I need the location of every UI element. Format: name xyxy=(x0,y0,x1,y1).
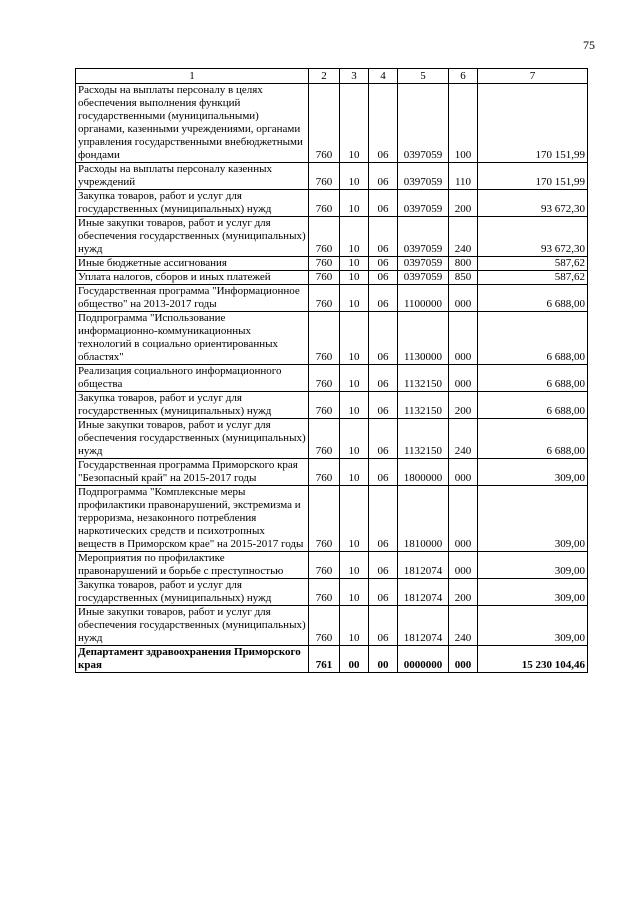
row-section: 10 xyxy=(340,365,369,392)
row-name: Государственная программа "Информационное общество" на 2013-2017 годы xyxy=(76,285,309,312)
row-name: Закупка товаров, работ и услуг для государственных (муниципальных) нужд xyxy=(76,190,309,217)
row-subsection: 06 xyxy=(369,486,398,552)
row-expense-type: 200 xyxy=(449,579,478,606)
column-header-4: 4 xyxy=(369,69,398,84)
row-expense-type: 200 xyxy=(449,392,478,419)
table-row xyxy=(76,271,588,285)
row-admin-code: 760 xyxy=(309,365,340,392)
row-name: Департамент здравоохранения Приморского края xyxy=(76,646,309,673)
row-name: Иные бюджетные ассигнования xyxy=(76,257,309,271)
row-expense-type: 000 xyxy=(449,552,478,579)
row-name: Мероприятия по профилактике правонарушений и борьбе с преступностью xyxy=(76,552,309,579)
row-expense-type: 240 xyxy=(449,606,478,646)
table-row xyxy=(76,163,588,190)
row-target-article: 1130000 xyxy=(398,312,449,365)
row-expense-type: 110 xyxy=(449,163,478,190)
row-admin-code: 761 xyxy=(309,646,340,673)
row-section: 10 xyxy=(340,486,369,552)
table-row xyxy=(76,190,588,217)
row-subsection: 00 xyxy=(369,646,398,673)
column-header-7: 7 xyxy=(478,69,588,84)
row-admin-code: 760 xyxy=(309,486,340,552)
row-target-article: 0397059 xyxy=(398,84,449,163)
row-name: Иные закупки товаров, работ и услуг для обеспечения государственных (муниципальных) нужд xyxy=(76,217,309,257)
row-amount: 6 688,00 xyxy=(478,312,588,365)
row-expense-type: 100 xyxy=(449,84,478,163)
row-admin-code: 760 xyxy=(309,257,340,271)
row-name: Уплата налогов, сборов и иных платежей xyxy=(76,271,309,285)
row-target-article: 1800000 xyxy=(398,459,449,486)
row-subsection: 06 xyxy=(369,271,398,285)
header-row xyxy=(76,69,588,84)
row-subsection: 06 xyxy=(369,579,398,606)
row-section: 10 xyxy=(340,459,369,486)
row-target-article: 0397059 xyxy=(398,163,449,190)
row-section: 10 xyxy=(340,163,369,190)
table-row xyxy=(76,606,588,646)
row-subsection: 06 xyxy=(369,285,398,312)
row-target-article: 1100000 xyxy=(398,285,449,312)
row-name: Расходы на выплаты персоналу казенных учреждений xyxy=(76,163,309,190)
row-admin-code: 760 xyxy=(309,392,340,419)
row-amount: 93 672,30 xyxy=(478,217,588,257)
row-amount: 15 230 104,46 xyxy=(478,646,588,673)
row-amount: 93 672,30 xyxy=(478,190,588,217)
row-section: 10 xyxy=(340,606,369,646)
column-header-5: 5 xyxy=(398,69,449,84)
row-section: 10 xyxy=(340,257,369,271)
row-amount: 309,00 xyxy=(478,579,588,606)
row-subsection: 06 xyxy=(369,84,398,163)
row-subsection: 06 xyxy=(369,419,398,459)
row-amount: 587,62 xyxy=(478,257,588,271)
row-expense-type: 850 xyxy=(449,271,478,285)
row-admin-code: 760 xyxy=(309,419,340,459)
row-admin-code: 760 xyxy=(309,84,340,163)
row-target-article: 1132150 xyxy=(398,419,449,459)
budget-table xyxy=(75,68,588,673)
row-admin-code: 760 xyxy=(309,285,340,312)
row-target-article: 0397059 xyxy=(398,271,449,285)
row-amount: 6 688,00 xyxy=(478,365,588,392)
row-expense-type: 800 xyxy=(449,257,478,271)
row-name: Закупка товаров, работ и услуг для государственных (муниципальных) нужд xyxy=(76,579,309,606)
row-target-article: 1812074 xyxy=(398,579,449,606)
row-expense-type: 000 xyxy=(449,285,478,312)
row-admin-code: 760 xyxy=(309,312,340,365)
page-number: 75 xyxy=(583,38,595,52)
row-subsection: 06 xyxy=(369,552,398,579)
column-header-1: 1 xyxy=(76,69,309,84)
column-header-6: 6 xyxy=(449,69,478,84)
table-row xyxy=(76,579,588,606)
table-row xyxy=(76,646,588,673)
row-name: Государственная программа Приморского края "Безопасный край" на 2015-2017 годы xyxy=(76,459,309,486)
row-amount: 309,00 xyxy=(478,486,588,552)
table-row xyxy=(76,419,588,459)
row-section: 10 xyxy=(340,579,369,606)
row-subsection: 06 xyxy=(369,163,398,190)
row-expense-type: 000 xyxy=(449,365,478,392)
row-admin-code: 760 xyxy=(309,459,340,486)
row-target-article: 0397059 xyxy=(398,257,449,271)
row-name: Расходы на выплаты персоналу в целях обеспечения выполнения функций государственными (муниципальными) органами, казенными учреждениями, органами управления государственными внебюджетными фондами xyxy=(76,84,309,163)
row-section: 10 xyxy=(340,285,369,312)
column-header-2: 2 xyxy=(309,69,340,84)
row-target-article: 1132150 xyxy=(398,392,449,419)
row-name: Реализация социального информационного общества xyxy=(76,365,309,392)
row-subsection: 06 xyxy=(369,365,398,392)
row-admin-code: 760 xyxy=(309,163,340,190)
row-target-article: 1132150 xyxy=(398,365,449,392)
table-row xyxy=(76,312,588,365)
row-section: 10 xyxy=(340,552,369,579)
table-row xyxy=(76,392,588,419)
row-admin-code: 760 xyxy=(309,579,340,606)
row-section: 10 xyxy=(340,84,369,163)
row-subsection: 06 xyxy=(369,606,398,646)
table-body xyxy=(76,84,588,673)
row-amount: 6 688,00 xyxy=(478,285,588,312)
table-row xyxy=(76,217,588,257)
row-subsection: 06 xyxy=(369,257,398,271)
row-name: Иные закупки товаров, работ и услуг для обеспечения государственных (муниципальных) нужд xyxy=(76,419,309,459)
row-expense-type: 240 xyxy=(449,419,478,459)
row-subsection: 06 xyxy=(369,217,398,257)
row-section: 00 xyxy=(340,646,369,673)
row-amount: 309,00 xyxy=(478,459,588,486)
table-row xyxy=(76,257,588,271)
table-row xyxy=(76,552,588,579)
row-subsection: 06 xyxy=(369,392,398,419)
row-amount: 309,00 xyxy=(478,606,588,646)
row-expense-type: 000 xyxy=(449,459,478,486)
row-target-article: 0000000 xyxy=(398,646,449,673)
row-expense-type: 200 xyxy=(449,190,478,217)
row-section: 10 xyxy=(340,392,369,419)
row-name: Подпрограмма "Комплексные меры профилактики правонарушений, экстремизма и терроризма, незаконного потребления наркотических средств и психотропных веществ в Приморском крае" на 2015-2017 годы xyxy=(76,486,309,552)
row-name: Подпрограмма "Использование информационно-коммуникационных технологий в социально ориентированных областях" xyxy=(76,312,309,365)
row-section: 10 xyxy=(340,312,369,365)
column-header-3: 3 xyxy=(340,69,369,84)
row-expense-type: 000 xyxy=(449,312,478,365)
row-expense-type: 000 xyxy=(449,486,478,552)
row-admin-code: 760 xyxy=(309,271,340,285)
row-amount: 587,62 xyxy=(478,271,588,285)
row-subsection: 06 xyxy=(369,190,398,217)
row-admin-code: 760 xyxy=(309,606,340,646)
table-row xyxy=(76,365,588,392)
row-amount: 170 151,99 xyxy=(478,84,588,163)
row-name: Иные закупки товаров, работ и услуг для обеспечения государственных (муниципальных) нужд xyxy=(76,606,309,646)
row-section: 10 xyxy=(340,271,369,285)
row-amount: 6 688,00 xyxy=(478,392,588,419)
row-amount: 6 688,00 xyxy=(478,419,588,459)
row-target-article: 0397059 xyxy=(398,217,449,257)
table-row xyxy=(76,84,588,163)
row-name: Закупка товаров, работ и услуг для государственных (муниципальных) нужд xyxy=(76,392,309,419)
row-section: 10 xyxy=(340,190,369,217)
row-subsection: 06 xyxy=(369,312,398,365)
row-section: 10 xyxy=(340,217,369,257)
row-target-article: 1812074 xyxy=(398,606,449,646)
row-subsection: 06 xyxy=(369,459,398,486)
row-target-article: 1812074 xyxy=(398,552,449,579)
row-amount: 309,00 xyxy=(478,552,588,579)
row-target-article: 1810000 xyxy=(398,486,449,552)
row-admin-code: 760 xyxy=(309,190,340,217)
table-row xyxy=(76,285,588,312)
row-amount: 170 151,99 xyxy=(478,163,588,190)
table-row xyxy=(76,459,588,486)
row-expense-type: 000 xyxy=(449,646,478,673)
row-section: 10 xyxy=(340,419,369,459)
row-admin-code: 760 xyxy=(309,217,340,257)
table-row xyxy=(76,486,588,552)
row-admin-code: 760 xyxy=(309,552,340,579)
row-expense-type: 240 xyxy=(449,217,478,257)
row-target-article: 0397059 xyxy=(398,190,449,217)
